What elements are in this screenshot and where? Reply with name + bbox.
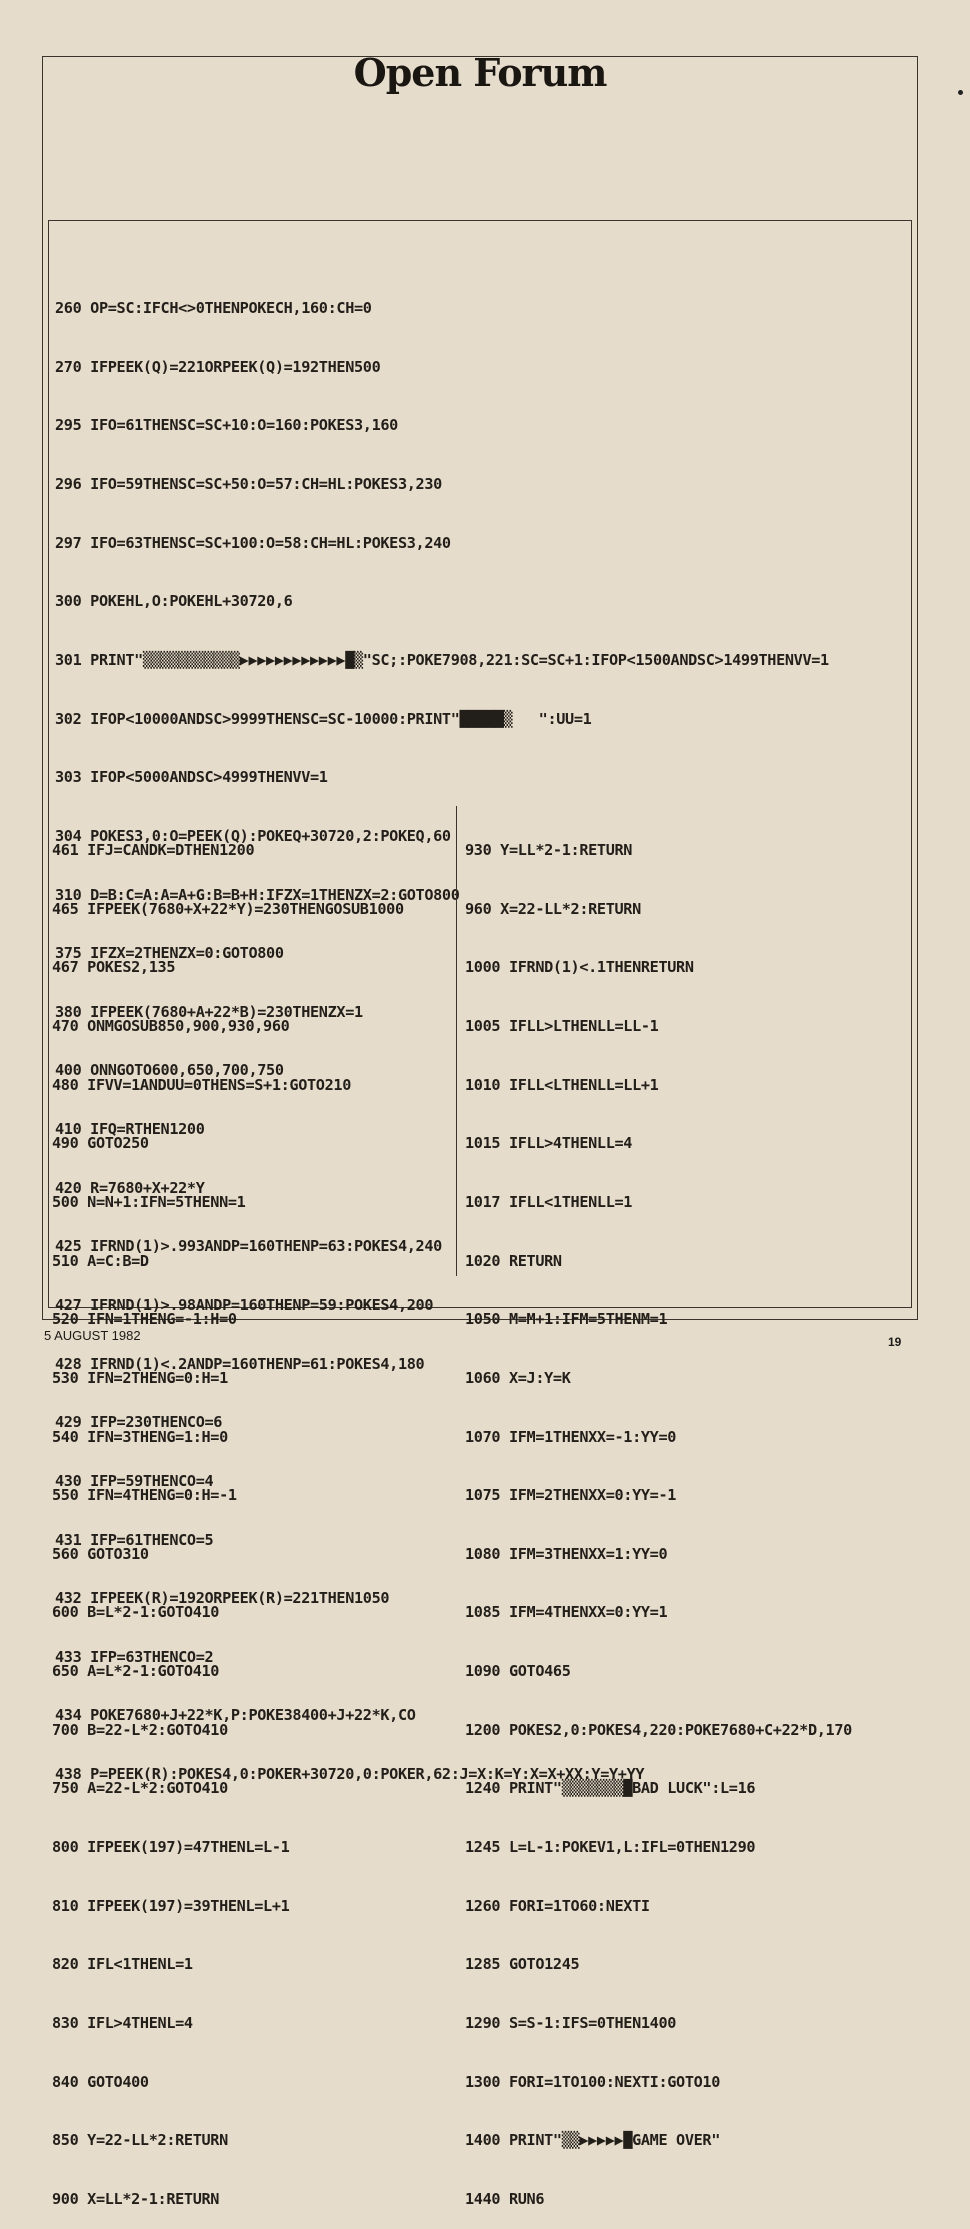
code-line: 434 POKE7680+J+22*K,P:POKE38400+J+22*K,CO [55, 1706, 416, 1725]
code-line: 530 IFN=2THENG=0:H=1 [52, 1368, 228, 1387]
code-line: 296 IFO=59THENSC=SC+50:O=57:CH=HL:POKES3,230 [55, 475, 442, 494]
code-line: 1050 M=M+1:IFM=5THENM=1 [465, 1310, 668, 1329]
code-line: 300 POKEHL,O:POKEHL+30720,6 [55, 592, 293, 611]
code-line: 431 IFP=61THENCO=5 [55, 1530, 214, 1549]
code-line: 420 R=7680+X+22*Y [55, 1178, 205, 1197]
code-line: 810 IFPEEK(197)=39THENL=L+1 [52, 1896, 290, 1915]
code-line: 375 IFZX=2THENZX=0:GOTO800 [55, 944, 284, 963]
code-line: 560 GOTO310 [52, 1544, 149, 1563]
code-line: 380 IFPEEK(7680+A+22*B)=230THENZX=1 [55, 1002, 363, 1021]
code-line: 302 IFOP<10000ANDSC>9999THENSC=SC-10000:PRINT"█████▒ ":UU=1 [55, 709, 592, 728]
code-line: 430 IFP=59THENCO=4 [55, 1471, 214, 1490]
page-title: Open Forum [353, 50, 607, 95]
code-line: 550 IFN=4THENG=0:H=-1 [52, 1486, 237, 1505]
column-divider [456, 806, 457, 1276]
code-line: 310 D=B:C=A:A=A+G:B=B+H:IFZX=1THENZX=2:GOTO800 [55, 885, 460, 904]
code-listing-left-column [52, 802, 452, 2229]
code-line: 301 PRINT"▒▒▒▒▒▒▒▒▒▒▒▶▶▶▶▶▶▶▶▶▶▶▶█▒"SC;:POKE7908,221:SC=SC+1:IFOP<1500ANDSC>1499THENVV=1 [55, 650, 829, 669]
code-line: 820 IFL<1THENL=1 [52, 1955, 193, 1974]
code-line: 1090 GOTO465 [465, 1662, 571, 1681]
code-line: 270 IFPEEK(Q)=221ORPEEK(Q)=192THEN500 [55, 357, 381, 376]
code-line: 1400 PRINT"▒▒▶▶▶▶▶█GAME OVER" [465, 2131, 721, 2150]
code-line: 1440 RUN6 [465, 2189, 545, 2208]
code-line: 650 A=L*2-1:GOTO410 [52, 1662, 220, 1681]
code-line: 1017 IFLL<1THENLL=1 [465, 1192, 633, 1211]
code-listing-right-column [465, 802, 905, 2229]
code-line: 467 POKES2,135 [52, 958, 176, 977]
code-line: 425 IFRND(1)>.993ANDP=160THENP=63:POKES4,240 [55, 1237, 442, 1256]
code-line: 850 Y=22-LL*2:RETURN [52, 2131, 228, 2150]
code-line: 510 A=C:B=D [52, 1251, 149, 1270]
code-line: 1080 IFM=3THENXX=1:YY=0 [465, 1544, 668, 1563]
code-line: 465 IFPEEK(7680+X+22*Y)=230THENGOSUB1000 [52, 899, 404, 918]
code-line: 520 IFN=1THENG=-1:H=0 [52, 1310, 237, 1329]
issue-date: 5 AUGUST 1982 [44, 1328, 141, 1343]
code-line: 830 IFL>4THENL=4 [52, 2013, 193, 2032]
code-line: 1300 FORI=1TO100:NEXTI:GOTO10 [465, 2072, 721, 2091]
code-line: 480 IFVV=1ANDUU=0THENS=S+1:GOTO210 [52, 1075, 351, 1094]
code-line: 297 IFO=63THENSC=SC+100:O=58:CH=HL:POKES3,240 [55, 533, 451, 552]
code-line: 304 POKES3,0:O=PEEK(Q):POKEQ+30720,2:POKEQ,60 [55, 826, 451, 845]
code-line: 900 X=LL*2-1:RETURN [52, 2189, 220, 2208]
code-line: 930 Y=LL*2-1:RETURN [465, 841, 633, 860]
code-line: 410 IFQ=RTHEN1200 [55, 1120, 205, 1139]
code-line: 1240 PRINT"▒▒▒▒▒▒▒█BAD LUCK":L=16 [465, 1779, 756, 1798]
code-line: 800 IFPEEK(197)=47THENL=L-1 [52, 1837, 290, 1856]
code-line: 1085 IFM=4THENXX=0:YY=1 [465, 1603, 668, 1622]
code-line: 1020 RETURN [465, 1251, 562, 1270]
code-line: 1070 IFM=1THENXX=-1:YY=0 [465, 1427, 677, 1446]
code-line: 470 ONMGOSUB850,900,930,960 [52, 1017, 290, 1036]
code-line: 700 B=22-L*2:GOTO410 [52, 1720, 228, 1739]
code-line: 400 ONNGOTO600,650,700,750 [55, 1061, 284, 1080]
code-line: 432 IFPEEK(R)=192ORPEEK(R)=221THEN1050 [55, 1589, 390, 1608]
code-line: 1260 FORI=1TO60:NEXTI [465, 1896, 650, 1915]
code-line: 600 B=L*2-1:GOTO410 [52, 1603, 220, 1622]
code-line: 490 GOTO250 [52, 1134, 149, 1153]
code-line: 260 OP=SC:IFCH<>0THENPOKECH,160:CH=0 [55, 299, 372, 318]
code-line: 1005 IFLL>LTHENLL=LL-1 [465, 1017, 659, 1036]
code-line: 1060 X=J:Y=K [465, 1368, 571, 1387]
code-line: 303 IFOP<5000ANDSC>4999THENVV=1 [55, 768, 328, 787]
code-line: 1285 GOTO1245 [465, 1955, 580, 1974]
code-line: 428 IFRND(1)<.2ANDP=160THENP=61:POKES4,180 [55, 1354, 425, 1373]
code-line: 1290 S=S-1:IFS=0THEN1400 [465, 2013, 677, 2032]
code-line: 540 IFN=3THENG=1:H=0 [52, 1427, 228, 1446]
code-line: 960 X=22-LL*2:RETURN [465, 899, 641, 918]
code-line: 1075 IFM=2THENXX=0:YY=-1 [465, 1486, 677, 1505]
code-line: 461 IFJ=CANDK=DTHEN1200 [52, 841, 255, 860]
code-line: 840 GOTO400 [52, 2072, 149, 2091]
code-line: 1010 IFLL<LTHENLL=LL+1 [465, 1075, 659, 1094]
code-line: 750 A=22-L*2:GOTO410 [52, 1779, 228, 1798]
code-line: 438 P=PEEK(R):POKES4,0:POKER+30720,0:POKER,62:J=X:K=Y:X=X+XX:Y=Y+YY [55, 1765, 645, 1784]
code-line: 429 IFP=230THENCO=6 [55, 1413, 223, 1432]
code-line: 295 IFO=61THENSC=SC+10:O=160:POKES3,160 [55, 416, 398, 435]
code-line: 1245 L=L-1:POKEV1,L:IFL=0THEN1290 [465, 1837, 756, 1856]
code-line: 1000 IFRND(1)<.1THENRETURN [465, 958, 694, 977]
code-line: 433 IFP=63THENCO=2 [55, 1647, 214, 1666]
code-line: 1015 IFLL>4THENLL=4 [465, 1134, 633, 1153]
code-line: 500 N=N+1:IFN=5THENN=1 [52, 1192, 246, 1211]
page-number: 19 [888, 1335, 902, 1349]
code-line: 1200 POKES2,0:POKES4,220:POKE7680+C+22*D,170 [465, 1720, 852, 1739]
code-line: 427 IFRND(1)>.98ANDP=160THENP=59:POKES4,200 [55, 1295, 434, 1314]
